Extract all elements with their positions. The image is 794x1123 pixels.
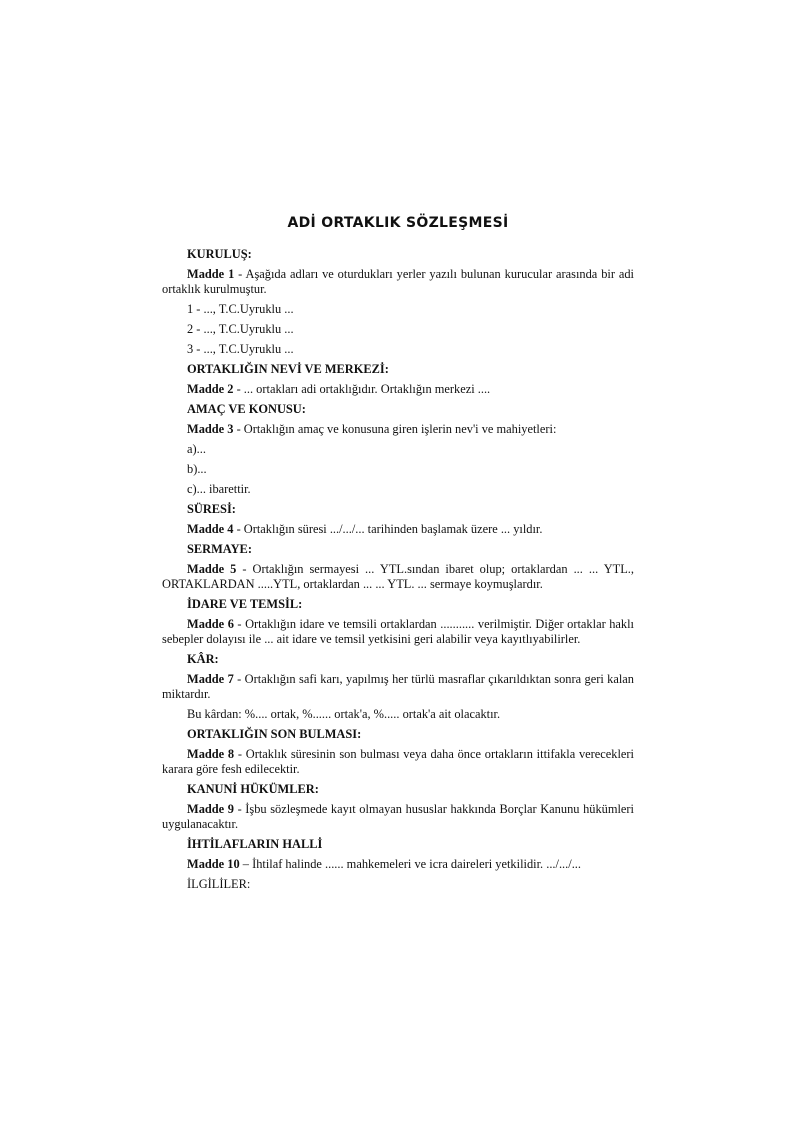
madde-1 (162, 267, 634, 297)
madde-7-label: Madde 7 (187, 672, 234, 686)
madde-4-label: Madde 4 (187, 522, 234, 536)
madde-4-text: - Ortaklığın süresi .../.../... tarihinden başlamak üzere ... yıldır. (233, 522, 543, 536)
madde-2 (162, 382, 634, 397)
section-heading-son: ORTAKLIĞIN SON BULMASI: (187, 727, 362, 741)
ilgililer-label: İLGİLİLER: (187, 877, 251, 891)
madde-6 (162, 617, 634, 647)
madde-9-text: - İşbu sözleşmede kayıt olmayan hususlar hakkında Borçlar Kanunu hükümleri uygulanacaktır. (162, 802, 634, 831)
kar-distribution: Bu kârdan: %.... ortak, %...... ortak'a, %..... ortak'a ait olacaktır. (187, 707, 501, 721)
document-page (162, 216, 634, 897)
madde-8-label: Madde 8 (187, 747, 235, 761)
madde-5 (162, 562, 634, 592)
madde-8-text: - Ortaklık süresinin son bulması veya daha önce ortakların ittifakla verecekleri karara göre fesh edilecektir. (162, 747, 635, 776)
document-title: ADİ ORTAKLIK SÖZLEŞMESİ (287, 215, 509, 231)
madde-4 (162, 522, 634, 537)
madde-9 (162, 802, 634, 832)
section-heading-nevi: ORTAKLIĞIN NEVİ VE MERKEZİ: (187, 362, 389, 376)
section-heading-suresi: SÜRESİ: (187, 502, 236, 516)
madde-5-text: - Ortaklığın sermayesi ... YTL.sından ibaret olup; ortaklardan ... ... YTL., ORTAKLARDAN .....YTL, ortaklardan ... ... YTL. ... sermaye koymuşlardır. (162, 562, 635, 591)
madde-6-label: Madde 6 (187, 617, 234, 631)
list-item: 1 - ..., T.C.Uyruklu ... (187, 302, 294, 316)
section-heading-kurulus: KURULUŞ: (187, 247, 252, 261)
madde-2-text: - ... ortakları adi ortaklığıdır. Ortaklığın merkezi .... (233, 382, 491, 396)
madde-3 (162, 422, 634, 437)
list-item: b)... (187, 462, 207, 476)
madde-10 (162, 857, 634, 872)
list-item: c)... ibarettir. (187, 482, 251, 496)
section-heading-ihtilaf: İHTİLAFLARIN HALLİ (187, 837, 323, 851)
list-item: 2 - ..., T.C.Uyruklu ... (187, 322, 294, 336)
madde-7 (162, 672, 634, 702)
madde-8 (162, 747, 634, 777)
section-heading-amac: AMAÇ VE KONUSU: (187, 402, 306, 416)
madde-3-text: - Ortaklığın amaç ve konusuna giren işlerin nev'i ve mahiyetleri: (233, 422, 557, 436)
madde-3-label: Madde 3 (187, 422, 234, 436)
madde-5-label: Madde 5 (187, 562, 237, 576)
section-heading-sermaye: SERMAYE: (187, 542, 252, 556)
madde-6-text: - Ortaklığın idare ve temsili ortaklardan ........... verilmiştir. Diğer ortaklar haklı sebepler dolayısı ile ... ait idare ve temsil yetkisini geri alabilir veya kayıtlıyabilirler. (162, 617, 635, 646)
section-heading-idare: İDARE VE TEMSİL: (187, 597, 303, 611)
madde-7-text: - Ortaklığın safi karı, yapılmış her türlü masraflar çıkarıldıktan sonra geri kalan miktardır. (162, 672, 634, 701)
section-heading-kanuni: KANUNİ HÜKÜMLER: (187, 782, 319, 796)
madde-1-text: - Aşağıda adları ve oturdukları yerler yazılı bulunan kurucular arasında bir adi ortaklık kurulmuştur. (162, 267, 634, 296)
list-item: 3 - ..., T.C.Uyruklu ... (187, 342, 294, 356)
madde-10-text: – İhtilaf halinde ...... mahkemeleri ve icra daireleri yetkilidir. .../.../... (239, 857, 581, 871)
section-heading-kar: KÂR: (187, 652, 219, 666)
madde-2-label: Madde 2 (187, 382, 234, 396)
list-item: a)... (187, 442, 206, 456)
madde-1-label: Madde 1 (187, 267, 235, 281)
madde-10-label: Madde 10 (187, 857, 240, 871)
madde-9-label: Madde 9 (187, 802, 234, 816)
